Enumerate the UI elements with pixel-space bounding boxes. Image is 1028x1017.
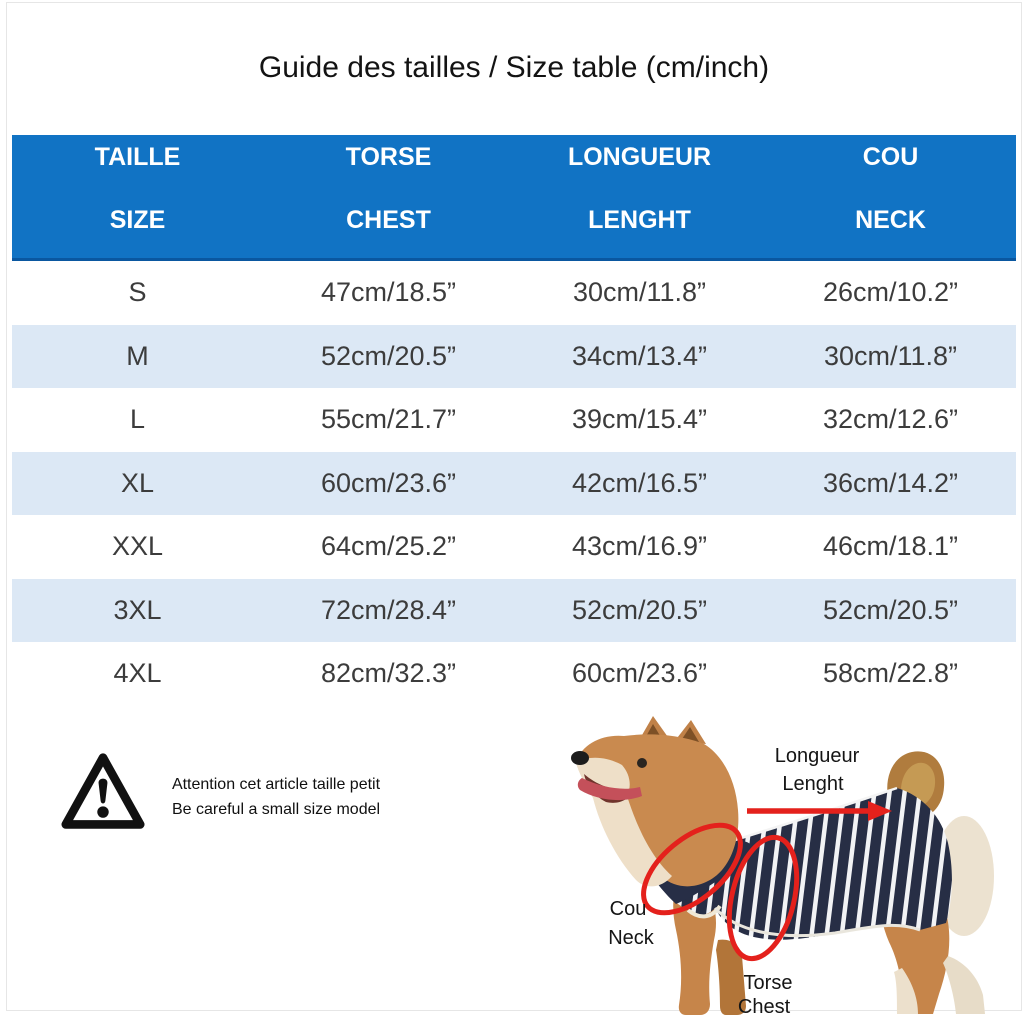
table-row xyxy=(12,642,1016,706)
length-cell: 52cm/20.5” xyxy=(571,594,708,625)
size-cell: XL xyxy=(120,467,155,498)
chest-cell: 72cm/28.4” xyxy=(320,594,457,625)
chest-cell: 82cm/32.3” xyxy=(320,658,457,689)
chest-label-en: Chest xyxy=(737,996,791,1017)
length-label-fr: Longueur xyxy=(774,745,860,767)
length-cell: 42cm/16.5” xyxy=(571,467,708,498)
header-cell-chest xyxy=(263,135,514,258)
size-cell: 4XL xyxy=(113,658,162,689)
length-cell: 60cm/23.6” xyxy=(571,658,708,689)
size-cell: S xyxy=(128,277,147,308)
size-cell: 3XL xyxy=(113,594,162,625)
chest-cell: 52cm/20.5” xyxy=(320,340,457,371)
header-label-fr: LONGUEUR xyxy=(567,143,712,171)
table-row xyxy=(12,261,1016,325)
header-cell-size xyxy=(12,135,263,258)
size-cell: L xyxy=(129,404,146,435)
length-cell: 43cm/16.9” xyxy=(571,531,708,562)
header-label-en: CHEST xyxy=(346,206,431,234)
header-label-fr: TAILLE xyxy=(94,143,181,171)
header-label-fr: TORSE xyxy=(345,143,432,171)
neck-cell: 46cm/18.1” xyxy=(822,531,959,562)
length-cell: 34cm/13.4” xyxy=(571,340,708,371)
neck-label-fr: Cou xyxy=(609,898,647,920)
length-cell: 30cm/11.8” xyxy=(572,277,707,308)
neck-cell: 26cm/10.2” xyxy=(822,277,959,308)
header-label-en: LENGHT xyxy=(588,206,691,234)
table-row xyxy=(12,325,1016,389)
chest-cell: 64cm/25.2” xyxy=(320,531,457,562)
size-cell: XXL xyxy=(111,531,164,562)
neck-cell: 58cm/22.8” xyxy=(822,658,959,689)
neck-cell: 32cm/12.6” xyxy=(822,404,959,435)
warning-text xyxy=(145,772,407,822)
neck-cell: 30cm/11.8” xyxy=(823,340,958,371)
chest-cell: 55cm/21.7” xyxy=(320,404,457,435)
dog-measurement-diagram xyxy=(550,708,1028,1017)
page-title: Guide des tailles / Size table (cm/inch) xyxy=(258,51,770,84)
size-cell: M xyxy=(126,340,149,371)
warning-line-fr: Attention cet article taille petit xyxy=(171,776,381,793)
table-row xyxy=(12,515,1016,579)
header-label-en: NECK xyxy=(855,206,926,234)
header-cell-neck xyxy=(765,135,1016,258)
size-table xyxy=(12,135,1016,706)
table-row xyxy=(12,452,1016,516)
length-label-en: Lenght xyxy=(782,773,844,795)
table-row xyxy=(12,579,1016,643)
warning-triangle-icon xyxy=(60,750,146,839)
table-header-row xyxy=(12,135,1016,261)
header-label-fr: COU xyxy=(862,143,919,171)
neck-cell: 36cm/14.2” xyxy=(822,467,959,498)
length-cell: 39cm/15.4” xyxy=(571,404,708,435)
header-label-en: SIZE xyxy=(109,206,166,234)
chest-cell: 60cm/23.6” xyxy=(320,467,457,498)
table-row xyxy=(12,388,1016,452)
chest-label-fr: Torse xyxy=(743,972,793,994)
chest-cell: 47cm/18.5” xyxy=(320,277,457,308)
neck-cell: 52cm/20.5” xyxy=(822,594,959,625)
neck-label-en: Neck xyxy=(608,927,654,949)
header-cell-length xyxy=(514,135,765,258)
warning-line-en: Be careful a small size model xyxy=(171,801,381,818)
